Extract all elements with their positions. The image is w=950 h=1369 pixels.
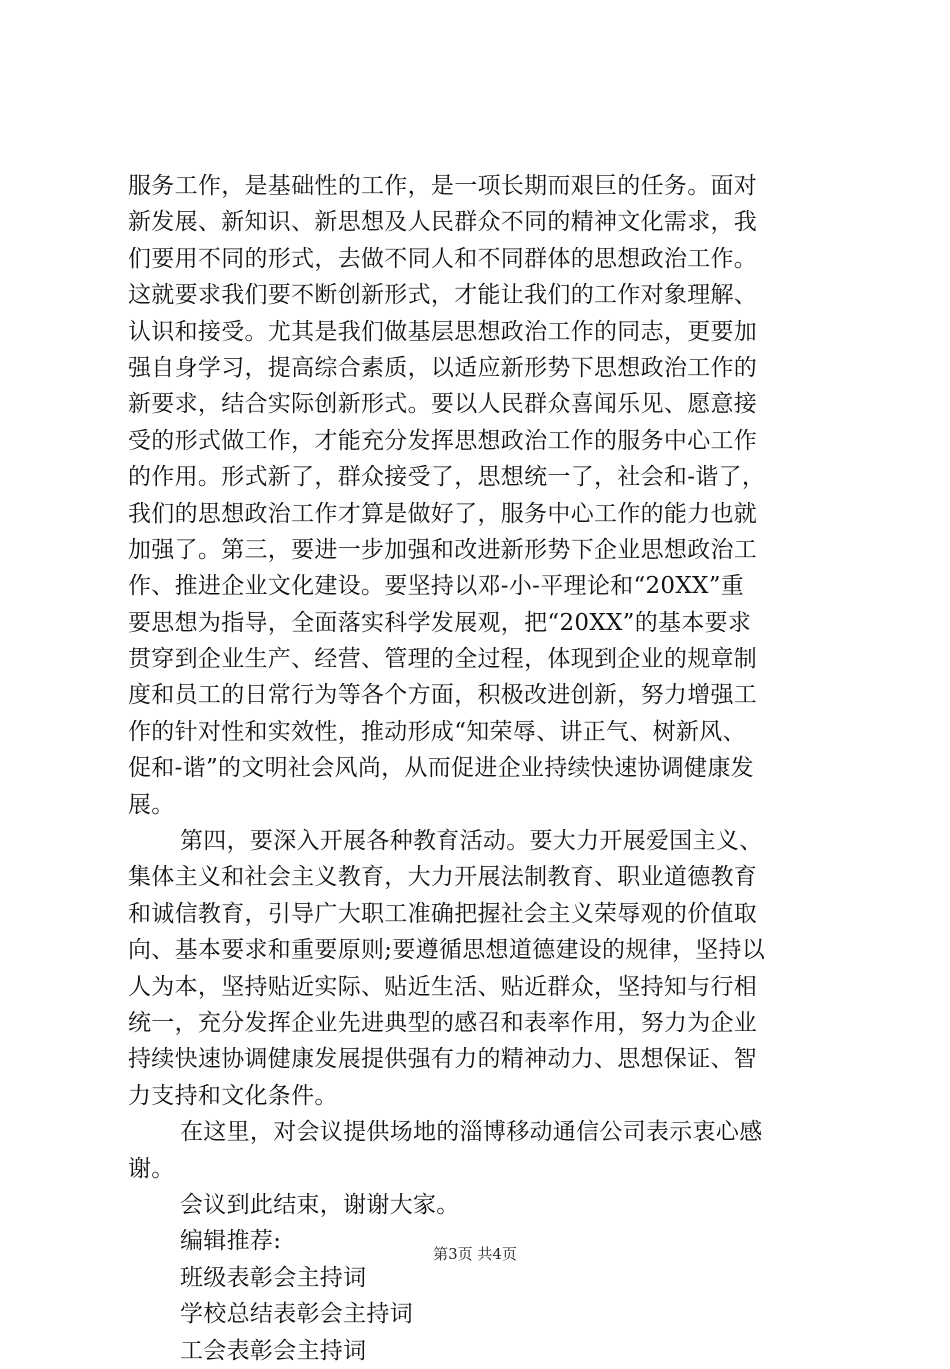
text-line: 人为本，坚持贴近实际、贴近生活、贴近群众，坚持知与行相 — [128, 973, 758, 1000]
text-line: 们要用不同的形式，去做不同人和不同群体的思想政治工作。 — [128, 245, 758, 272]
text-line: 促和-谐”的文明社会风尚，从而促进企业持续快速协调健康发 — [128, 755, 754, 782]
paragraph-first-line: 在这里，对会议提供场地的淄博移动通信公司表示衷心感 — [180, 1119, 763, 1146]
recommend-item: 工会表彰会主持词 — [180, 1337, 367, 1364]
page-number: 第3页 共4页 — [433, 1245, 517, 1263]
closing-line: 会议到此结束，谢谢大家。 — [180, 1191, 460, 1218]
page-footer — [0, 1244, 950, 1264]
text-line: 度和员工的日常行为等各个方面，积极改进创新，努力增强工 — [128, 682, 758, 709]
text-line: 集体主义和社会主义教育，大力开展法制教育、职业道德教育 — [128, 864, 758, 891]
text-line: 和诚信教育，引导广大职工准确把握社会主义荣辱观的价值取 — [128, 900, 758, 927]
recommend-heading: 编辑推荐: — [180, 1228, 282, 1255]
text-line: 新要求，结合实际创新形式。要以人民群众喜闻乐见、愿意接 — [128, 391, 758, 418]
recommend-item: 学校总结表彰会主持词 — [180, 1301, 413, 1328]
text-line: 向、基本要求和重要原则;要遵循思想道德建设的规律，坚持以 — [128, 937, 766, 964]
text-line: 加强了。第三，要进一步加强和改进新形势下企业思想政治工 — [128, 536, 758, 563]
text-line: 展。 — [128, 791, 175, 818]
text-line: 我们的思想政治工作才算是做好了，服务中心工作的能力也就 — [128, 500, 758, 527]
text-line: 贯穿到企业生产、经营、管理的全过程，体现到企业的规章制 — [128, 646, 758, 673]
text-line: 作、推进企业文化建设。要坚持以邓-小-平理论和“20XX”重 — [128, 573, 745, 600]
text-line: 统一，充分发挥企业先进典型的感召和表率作用，努力为企业 — [128, 1009, 758, 1036]
body-text — [128, 168, 838, 1369]
text-line: 要思想为指导，全面落实科学发展观，把“20XX”的基本要求 — [128, 609, 752, 636]
text-line: 持续快速协调健康发展提供强有力的精神动力、思想保证、智 — [128, 1046, 758, 1073]
text-line: 服务工作，是基础性的工作，是一项长期而艰巨的任务。面对 — [128, 173, 758, 199]
text-line: 认识和接受。尤其是我们做基层思想政治工作的同志，更要加 — [128, 318, 758, 345]
text-line: 谢。 — [128, 1155, 175, 1182]
text-line: 这就要求我们要不断创新形式，才能让我们的工作对象理解、 — [128, 282, 758, 309]
recommend-item: 班级表彰会主持词 — [180, 1264, 367, 1291]
text-line: 的作用。形式新了，群众接受了，思想统一了，社会和-谐了， — [128, 464, 766, 491]
text-line: 力支持和文化条件。 — [128, 1082, 338, 1109]
paragraph-first-line: 第四，要深入开展各种教育活动。要大力开展爱国主义、 — [180, 828, 763, 855]
text-line: 新发展、新知识、新思想及人民群众不同的精神文化需求，我 — [128, 209, 758, 236]
text-line: 作的针对性和实效性，推动形成“知荣辱、讲正气、树新风、 — [128, 718, 746, 745]
text-line: 强自身学习，提高综合素质，以适应新形势下思想政治工作的 — [128, 354, 758, 381]
text-line: 受的形式做工作，才能充分发挥思想政治工作的服务中心工作 — [128, 427, 758, 454]
